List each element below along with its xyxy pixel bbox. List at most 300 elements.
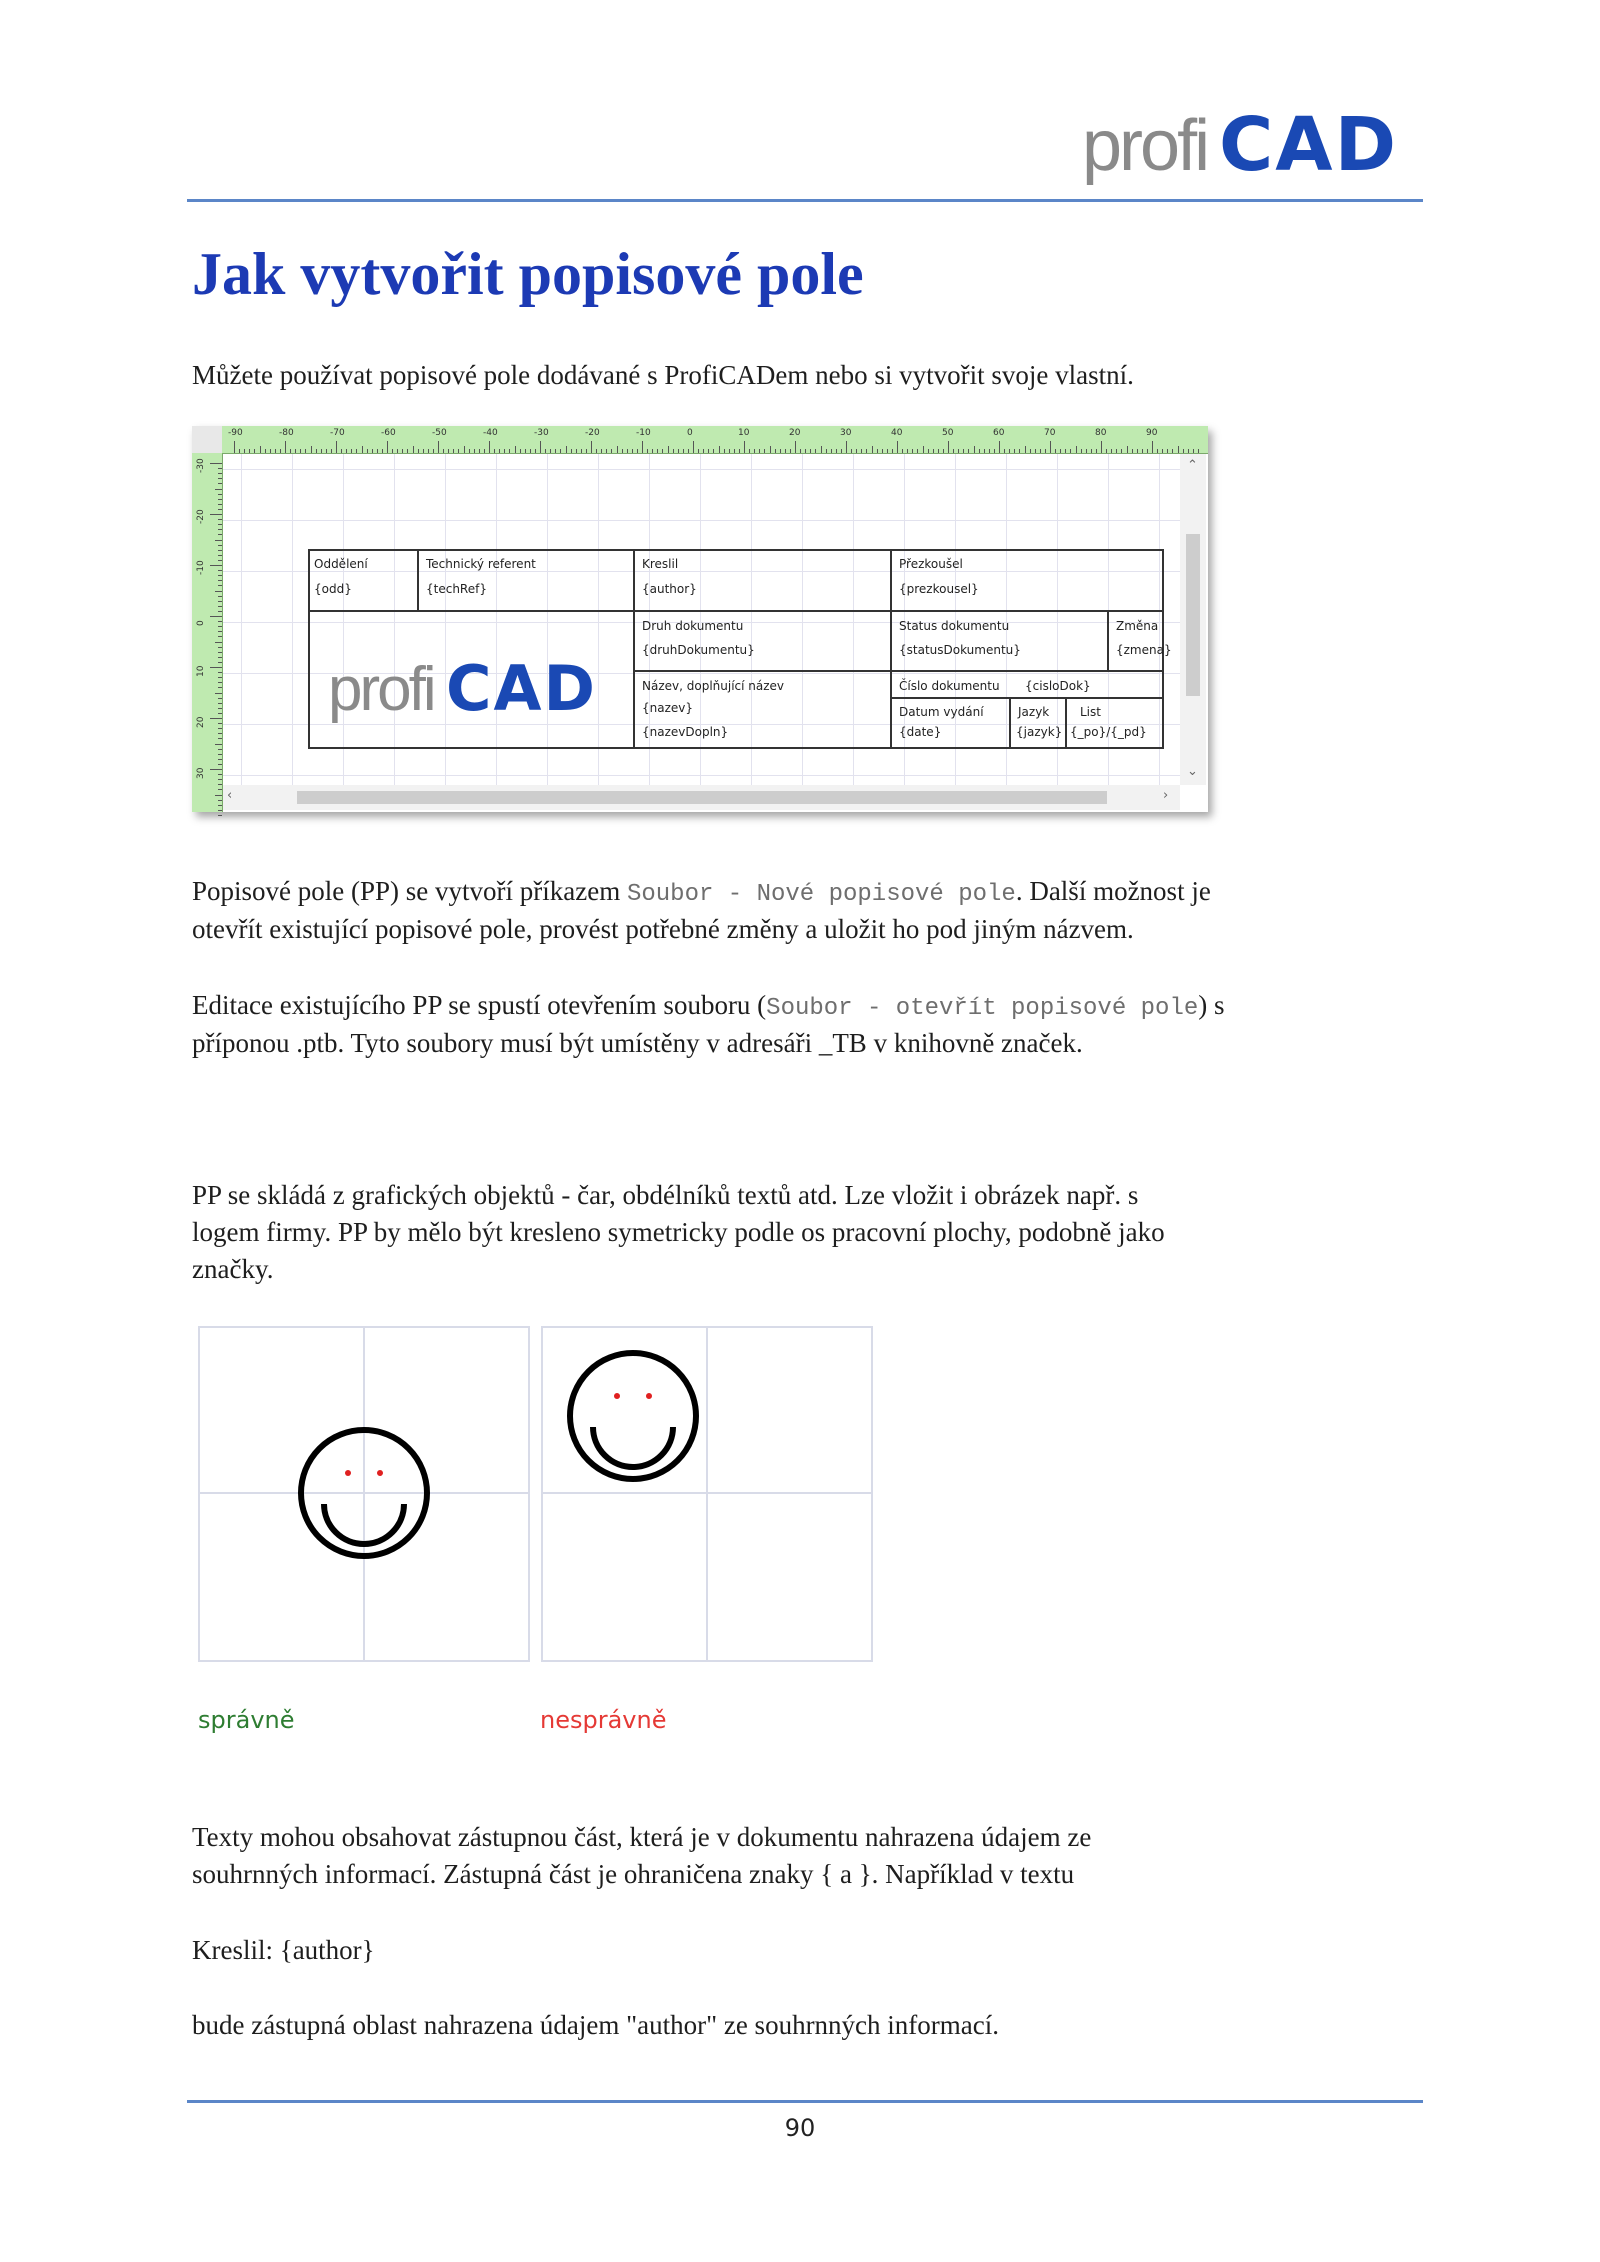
title-block (308, 549, 1172, 749)
ruler-tick (218, 713, 222, 714)
ruler-tick (215, 744, 222, 745)
ruler-tick (290, 449, 291, 453)
ruler-tick (1178, 446, 1179, 453)
cell-value: {druhDokumentu} (642, 643, 755, 657)
paragraph-edit (192, 986, 1225, 1028)
ruler-tick (218, 473, 222, 474)
cell-label: Přezkoušel (899, 557, 963, 571)
ruler-tick (902, 449, 903, 453)
ruler-tick (367, 449, 368, 453)
scroll-right-icon[interactable]: › (1163, 788, 1169, 803)
ruler-tick (402, 449, 403, 453)
ruler-tick (494, 449, 495, 453)
scroll-up-icon[interactable]: ⌃ (1187, 458, 1198, 473)
ruler-tick (458, 449, 459, 453)
caption-incorrect: nesprávně (540, 1706, 667, 1734)
ruler-tick (1198, 449, 1199, 453)
ruler-tick (218, 534, 222, 535)
ruler-corner (192, 426, 222, 453)
ruler-tick (1152, 441, 1153, 453)
logo-profi-text: profi (1082, 106, 1208, 186)
ruler-tick (285, 441, 286, 453)
drawing-canvas[interactable] (223, 454, 1180, 785)
ruler-tick (215, 693, 222, 694)
ruler-tick-label: 10 (738, 428, 750, 438)
ruler-tick (790, 449, 791, 453)
ruler-tick (800, 449, 801, 453)
ruler-tick (218, 509, 222, 510)
ruler-tick (550, 449, 551, 453)
ruler-tick (703, 449, 704, 453)
ruler-tick (928, 449, 929, 453)
horizontal-scrollbar[interactable] (223, 785, 1180, 810)
cell-value-secondary: {nazevDopln} (642, 725, 729, 739)
ruler-tick (1183, 449, 1184, 453)
cell-label: List (1080, 705, 1101, 719)
ruler-tick (218, 662, 222, 663)
ruler-tick (218, 483, 222, 484)
intro-paragraph: Můžete používat popisové pole dodávané s ProfiCADem nebo si vytvořit svoje vlastní. (192, 360, 1134, 390)
ruler-tick (474, 449, 475, 453)
figure-incorrect (541, 1326, 873, 1662)
paragraph-objects-line1: PP se skládá z grafických objektů - čar, obdélníků textů atd. Lze vložit i obrázek např. s (192, 1180, 1139, 1210)
ruler-tick-label: 40 (891, 428, 903, 438)
cell-label: Druh dokumentu (642, 619, 744, 633)
ruler-tick (413, 446, 414, 453)
ruler-tick (907, 449, 908, 453)
ruler-tick (218, 657, 222, 658)
ruler-tick (218, 774, 222, 775)
ruler-tick (989, 449, 990, 453)
ruler-tick (917, 449, 918, 453)
ruler-tick-label: 30 (840, 428, 852, 438)
ruler-tick-label: -20 (196, 509, 206, 524)
ruler-tick (218, 580, 222, 581)
cell-value: {zmena} (1116, 643, 1172, 657)
ruler-tick (943, 449, 944, 453)
paragraph-objects-line2: logem firmy. PP by mělo být kresleno symetricky podle os pracovní plochy, podobně jako (192, 1217, 1165, 1247)
ruler-tick (249, 449, 250, 453)
ruler-tick (210, 565, 222, 566)
ruler-tick (469, 449, 470, 453)
ruler-tick (963, 449, 964, 453)
ruler-tick (627, 449, 628, 453)
horizontal-scroll-thumb[interactable] (297, 791, 1107, 804)
ruler-tick (509, 449, 510, 453)
ruler-tick (443, 449, 444, 453)
ruler-tick (218, 733, 222, 734)
ruler-tick (218, 478, 222, 479)
cell-label: Název, doplňující název (642, 679, 785, 693)
cell-value: {nazev} (642, 701, 694, 715)
ruler-tick (892, 449, 893, 453)
ruler-tick (392, 449, 393, 453)
ruler-tick (836, 449, 837, 453)
vertical-scroll-thumb[interactable] (1186, 534, 1200, 696)
ruler-tick (311, 446, 312, 453)
ruler-tick-label: 90 (1146, 428, 1158, 438)
editor-screenshot (192, 426, 1208, 812)
paragraph-create (192, 872, 1211, 914)
ruler-tick (218, 524, 222, 525)
ruler-tick (933, 449, 934, 453)
ruler-tick (1121, 449, 1122, 453)
ruler-tick (1106, 449, 1107, 453)
ruler-tick (866, 449, 867, 453)
ruler-tick-label: 70 (1044, 428, 1056, 438)
ruler-tick (560, 449, 561, 453)
ruler-tick (489, 441, 490, 453)
ruler-tick (841, 449, 842, 453)
ruler-tick (831, 449, 832, 453)
ruler-tick-label: 0 (687, 428, 693, 438)
ruler-tick (218, 626, 222, 627)
figure-correct (198, 1326, 530, 1662)
text-run: ) s (1198, 990, 1225, 1020)
ruler-tick (218, 677, 222, 678)
ruler-tick (218, 601, 222, 602)
ruler-tick (1157, 449, 1158, 453)
vertical-scrollbar[interactable] (1180, 454, 1206, 785)
caption-correct: správně (198, 1706, 295, 1734)
ruler-tick (218, 468, 222, 469)
ruler-tick (218, 545, 222, 546)
ruler-tick-label: -30 (196, 458, 206, 473)
ruler-tick (958, 449, 959, 453)
ruler-tick (218, 810, 222, 811)
ruler-tick (566, 446, 567, 453)
ruler-tick (215, 795, 222, 796)
ruler-tick (1137, 449, 1138, 453)
ruler-tick (856, 449, 857, 453)
ruler-tick (678, 449, 679, 453)
ruler-tick (1076, 446, 1077, 453)
cell-value: {_po}/{_pd} (1070, 725, 1147, 739)
ruler-tick (218, 749, 222, 750)
ruler-tick (423, 449, 424, 453)
ruler-tick (530, 449, 531, 453)
ruler-tick (218, 682, 222, 683)
ruler-tick-label: 30 (196, 767, 206, 779)
ruler-tick (591, 441, 592, 453)
ruler-tick (1014, 449, 1015, 453)
logo-cad-text: CAD (1219, 102, 1399, 188)
horizontal-ruler (222, 426, 1208, 454)
ruler-tick (218, 570, 222, 571)
ruler-tick (1086, 449, 1087, 453)
ruler-tick (1055, 449, 1056, 453)
ruler-tick (759, 449, 760, 453)
ruler-tick (984, 449, 985, 453)
ruler-tick (673, 449, 674, 453)
ruler-tick (887, 449, 888, 453)
ruler-tick-label: -30 (534, 428, 549, 438)
ruler-tick (1060, 449, 1061, 453)
ruler-tick (1127, 446, 1128, 453)
ruler-tick (1101, 441, 1102, 453)
ruler-tick (499, 449, 500, 453)
ruler-tick (218, 687, 222, 688)
ruler-tick-label: 80 (1095, 428, 1107, 438)
ruler-tick (882, 449, 883, 453)
scroll-down-icon[interactable]: ⌄ (1187, 764, 1198, 779)
ruler-tick (218, 789, 222, 790)
vertical-ruler (192, 453, 223, 812)
paragraph-replacement: bude zástupná oblast nahrazena údajem "author" ze souhrnných informací. (192, 2010, 999, 2040)
menu-command: Soubor - Nové popisové pole (626, 881, 1016, 908)
ruler-tick (215, 489, 222, 490)
ruler-tick-label: -60 (381, 428, 396, 438)
ruler-tick (218, 575, 222, 576)
ruler-tick (331, 449, 332, 453)
ruler-tick (218, 494, 222, 495)
ruler-tick (1009, 449, 1010, 453)
ruler-tick (708, 449, 709, 453)
ruler-tick (515, 446, 516, 453)
ruler-tick (1081, 449, 1082, 453)
ruler-tick (218, 723, 222, 724)
ruler-tick (218, 499, 222, 500)
ruler-tick-label: -50 (432, 428, 447, 438)
text-run: Editace existujícího PP se spustí otevřením souboru ( (192, 990, 767, 1020)
ruler-tick (540, 441, 541, 453)
ruler-tick (362, 446, 363, 453)
paragraph-objects-line3: značky. (192, 1254, 274, 1284)
ruler-tick (1040, 449, 1041, 453)
ruler-tick (218, 754, 222, 755)
ruler-tick (948, 441, 949, 453)
ruler-tick (254, 449, 255, 453)
ruler-tick (270, 449, 271, 453)
ruler-tick (662, 449, 663, 453)
paragraph-edit-line2: příponou .ptb. Tyto soubory musí být umístěny v adresáři _TB v knihovně značek. (192, 1028, 1083, 1058)
ruler-tick (749, 449, 750, 453)
ruler-tick (428, 449, 429, 453)
ruler-tick (1142, 449, 1143, 453)
logo-profi-text: profi (328, 655, 434, 724)
ruler-tick (218, 647, 222, 648)
example-text: Kreslil: {author} (192, 1935, 375, 1965)
ruler-tick (1147, 449, 1148, 453)
ruler-tick (632, 449, 633, 453)
ruler-tick (744, 441, 745, 453)
ruler-tick-label: 20 (196, 716, 206, 728)
ruler-tick (1004, 449, 1005, 453)
ruler-tick (1116, 449, 1117, 453)
ruler-tick (215, 642, 222, 643)
ruler-tick (326, 449, 327, 453)
text-run: . Další možnost je (1015, 876, 1211, 906)
ruler-tick (356, 449, 357, 453)
page-title: Jak vytvořit popisové pole (192, 241, 864, 307)
ruler-tick (693, 441, 694, 453)
ruler-tick (688, 449, 689, 453)
ruler-tick-label: -10 (196, 560, 206, 575)
ruler-tick (1091, 449, 1092, 453)
ruler-tick (770, 446, 771, 453)
ruler-tick (810, 449, 811, 453)
ruler-tick (617, 446, 618, 453)
ruler-tick (210, 616, 222, 617)
ruler-tick (1111, 449, 1112, 453)
header-rule (187, 199, 1423, 202)
ruler-tick (622, 449, 623, 453)
ruler-tick (218, 738, 222, 739)
ruler-tick (713, 449, 714, 453)
ruler-tick (571, 449, 572, 453)
ruler-tick (968, 449, 969, 453)
ruler-tick (606, 449, 607, 453)
ruler-tick (218, 728, 222, 729)
ruler-tick (826, 449, 827, 453)
ruler-tick (218, 652, 222, 653)
ruler-tick (953, 449, 954, 453)
ruler-tick (407, 449, 408, 453)
ruler-tick (239, 449, 240, 453)
footer-rule (187, 2100, 1423, 2103)
ruler-tick-label: -80 (279, 428, 294, 438)
paragraph-placeholder-line1: Texty mohou obsahovat zástupnou část, která je v dokumentu nahrazena údajem ze (192, 1822, 1092, 1852)
ruler-tick-label: 0 (196, 620, 206, 626)
ruler-tick (1070, 449, 1071, 453)
ruler-tick (581, 449, 582, 453)
ruler-tick-label: -10 (636, 428, 651, 438)
ruler-tick (218, 703, 222, 704)
ruler-tick (719, 446, 720, 453)
ruler-tick (280, 449, 281, 453)
proficad-logo (1082, 102, 1412, 188)
ruler-tick (218, 631, 222, 632)
ruler-tick (218, 606, 222, 607)
ruler-tick-label: 20 (789, 428, 801, 438)
ruler-tick (218, 784, 222, 785)
ruler-tick (218, 779, 222, 780)
cell-value: {jazyk} (1016, 725, 1063, 739)
ruler-tick (555, 449, 556, 453)
ruler-tick (295, 449, 296, 453)
ruler-tick (775, 449, 776, 453)
ruler-tick (851, 449, 852, 453)
ruler-tick (218, 519, 222, 520)
ruler-tick (321, 449, 322, 453)
ruler-tick (601, 449, 602, 453)
ruler-tick (215, 540, 222, 541)
ruler-tick (210, 718, 222, 719)
ruler-tick (861, 449, 862, 453)
ruler-tick (218, 504, 222, 505)
ruler-tick (805, 449, 806, 453)
ruler-tick (780, 449, 781, 453)
ruler-tick (897, 441, 898, 453)
ruler-tick-label: -70 (330, 428, 345, 438)
ruler-tick (372, 449, 373, 453)
ruler-tick-label: 10 (196, 665, 206, 677)
cell-label: Číslo dokumentu (899, 679, 1000, 693)
ruler-tick (586, 449, 587, 453)
ruler-tick (1188, 449, 1189, 453)
ruler-tick (1162, 449, 1163, 453)
ruler-tick (218, 621, 222, 622)
ruler-tick (912, 449, 913, 453)
ruler-tick (642, 441, 643, 453)
ruler-tick (336, 441, 337, 453)
ruler-tick (218, 800, 222, 801)
ruler-tick (545, 449, 546, 453)
ruler-tick (652, 449, 653, 453)
ruler-tick (596, 449, 597, 453)
ruler-tick (994, 449, 995, 453)
ruler-tick (218, 636, 222, 637)
ruler-tick (234, 441, 235, 453)
ruler-tick (815, 449, 816, 453)
ruler-tick (576, 449, 577, 453)
menu-command: Soubor - otevřít popisové pole (766, 995, 1199, 1022)
ruler-tick (351, 449, 352, 453)
ruler-tick (938, 449, 939, 453)
ruler-tick (872, 446, 873, 453)
ruler-tick (698, 449, 699, 453)
ruler-tick (1025, 446, 1026, 453)
ruler-tick (218, 555, 222, 556)
ruler-tick (923, 446, 924, 453)
ruler-tick (1167, 449, 1168, 453)
cell-label: Technický referent (426, 557, 536, 571)
ruler-tick (215, 591, 222, 592)
ruler-tick (210, 667, 222, 668)
ruler-tick (637, 449, 638, 453)
ruler-tick (647, 449, 648, 453)
cell-value: {techRef} (426, 582, 487, 596)
ruler-tick (1050, 441, 1051, 453)
paragraph-placeholder-line2: souhrnných informací. Zástupná část je ohraničena znaky { a }. Například v textu (192, 1859, 1075, 1889)
smiley-correct-drawing (198, 1326, 530, 1662)
ruler-tick (668, 446, 669, 453)
ruler-tick (218, 550, 222, 551)
ruler-tick (734, 449, 735, 453)
ruler-tick-label: 60 (993, 428, 1005, 438)
ruler-tick (275, 449, 276, 453)
ruler-tick (974, 446, 975, 453)
ruler-tick-label: -20 (585, 428, 600, 438)
ruler-tick (1065, 449, 1066, 453)
ruler-tick (300, 449, 301, 453)
ruler-tick (1132, 449, 1133, 453)
cell-label: Jazyk (1018, 705, 1050, 719)
ruler-tick (785, 449, 786, 453)
ruler-tick (448, 449, 449, 453)
scroll-left-icon[interactable]: ‹ (227, 788, 233, 803)
ruler-tick (1096, 449, 1097, 453)
ruler-tick (999, 441, 1000, 453)
cell-label: Oddělení (314, 557, 368, 571)
ruler-tick (346, 449, 347, 453)
ruler-tick (535, 449, 536, 453)
ruler-tick (846, 441, 847, 453)
ruler-tick (387, 441, 388, 453)
cell-label: Změna (1116, 619, 1159, 633)
ruler-tick (265, 449, 266, 453)
cell-label: Datum vydání (899, 705, 984, 719)
ruler-tick (218, 611, 222, 612)
cell-value: {prezkousel} (899, 582, 979, 596)
cell-label: Status dokumentu (899, 619, 1010, 633)
ruler-tick (821, 446, 822, 453)
ruler-tick (739, 449, 740, 453)
ruler-tick (979, 449, 980, 453)
ruler-tick (657, 449, 658, 453)
ruler-tick (795, 441, 796, 453)
ruler-tick (525, 449, 526, 453)
